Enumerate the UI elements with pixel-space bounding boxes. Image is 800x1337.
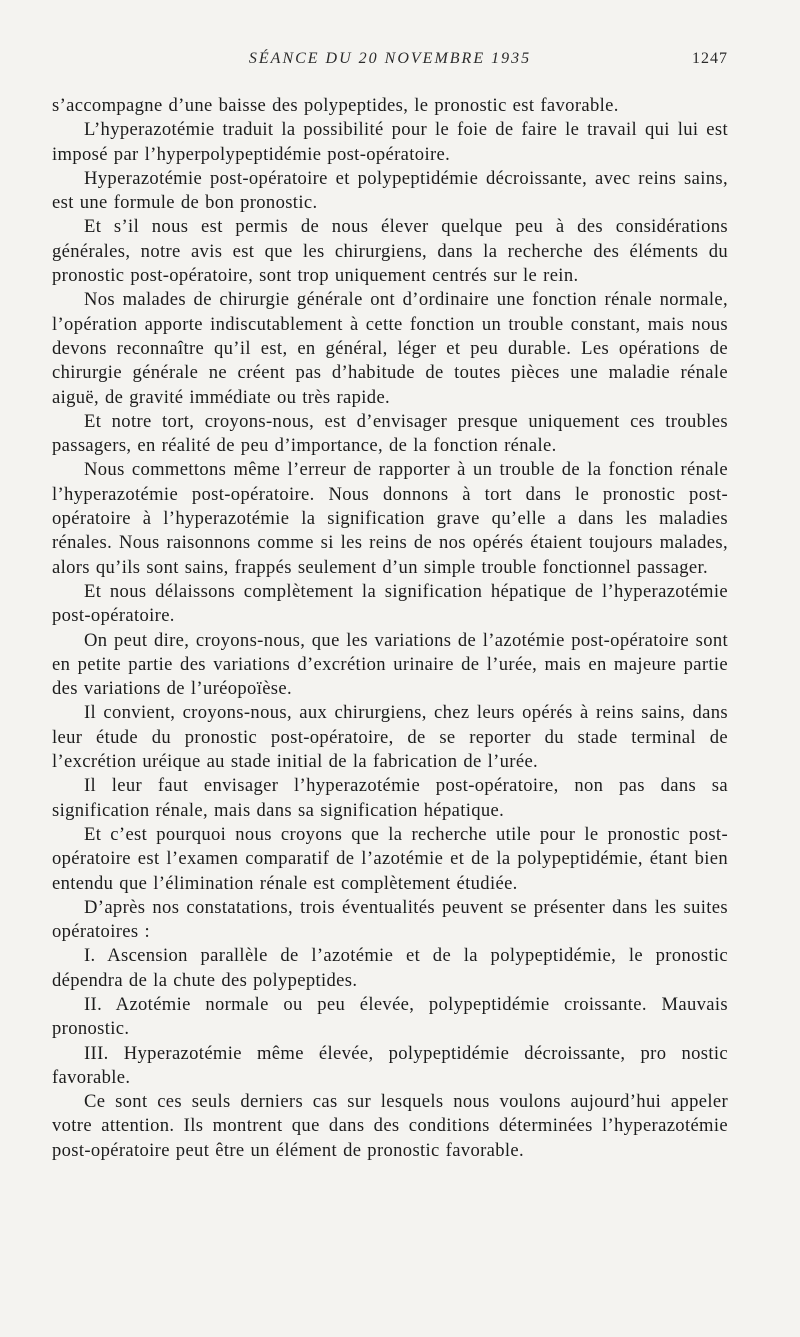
paragraph: Il convient, croyons-nous, aux chirurgiens, chez leurs opérés à reins sains, dans leur étude du pronostic post-opératoire, de se reporter du stade terminal de l’excrétion uréique au stade initial de la fabrication de l’urée.: [52, 702, 728, 773]
paragraph: Et notre tort, croyons-nous, est d’envisager presque uniquement ces troubles passagers, en réalité de peu d’importance, de la fonction rénale.: [52, 410, 728, 457]
running-title: SÉANCE DU 20 NOVEMBRE 1935: [248, 50, 532, 67]
paragraph: Et nous délaissons complètement la signification hépatique de l’hyperazotémie post-opératoire.: [52, 580, 728, 627]
paragraph: Nos malades de chirurgie générale ont d’ordinaire une fonction rénale normale, l’opération apporte indiscutablement à cette fonction un trouble constant, mais nous devons reconnaître qu’il est, en général, léger et peu durable. Les opérations de chirurgie générale ne créent pas d’habitude de toutes pièces une maladie rénale aiguë, de gravité immédiate ou très rapide.: [52, 289, 728, 408]
paragraph: Ce sont ces seuls derniers cas sur lesquels nous voulons aujourd’hui appeler votre attention. Ils montrent que dans des conditions déterminées l’hyperazotémie post-opératoire peut être un élément de pronostic favorable.: [52, 1091, 728, 1161]
paragraph: L’hyperazotémie traduit la possibilité pour le foie de faire le travail qui lui est imposé par l’hyperpolypeptidémie post-opératoire.: [52, 119, 728, 165]
body-text: [52, 94, 728, 1163]
paragraph: On peut dire, croyons-nous, que les variations de l’azotémie post-opératoire sont en petite partie des variations d’excrétion urinaire de l’urée, mais en majeure partie des variations de l’uréopoïèse.: [52, 629, 728, 700]
page-number: 1247: [692, 50, 728, 67]
list-item: II. Azotémie normale ou peu élevée, polypeptidémie croissante. Mauvais pronostic.: [52, 993, 728, 1040]
list-item: III. Hyperazotémie même élevée, polypeptidémie décroissante, pro nostic favorable.: [52, 1042, 728, 1088]
paragraph: Et c’est pourquoi nous croyons que la recherche utile pour le pronostic post-opératoire est l’examen comparatif de l’azotémie et de la polypeptidémie, étant bien entendu que l’élimination rénale est complètement étudiée.: [52, 823, 728, 894]
paragraph: Hyperazotémie post-opératoire et polypeptidémie décroissante, avec reins sains, est une formule de bon pronostic.: [52, 167, 728, 214]
paragraph: Et s’il nous est permis de nous élever quelque peu à des considérations générales, notre avis est que les chirurgiens, dans la recherche des éléments du pronostic post-opératoire, sont trop uniquement centrés sur le rein.: [52, 216, 728, 287]
paragraph: s’accompagne d’une baisse des polypeptides, le pronostic est favorable.: [52, 95, 619, 116]
paragraph: Nous commettons même l’erreur de rapporter à un trouble de la fonction rénale l’hyperazotémie post-opératoire. Nous donnons à tort dans le pronostic post-opératoire à l’hyperazotémie la signification grave qu’elle a dans les maladies rénales. Nous raisonnons comme si les reins de nos opérés étaient toujours malades, alors qu’ils sont sains, frappés seulement d’un simple trouble fonctionnel passager.: [52, 459, 728, 578]
running-head: [52, 50, 728, 74]
list-item: I. Ascension parallèle de l’azotémie et de la polypeptidémie, le pronostic dépendra de la chute des polypeptides.: [52, 945, 728, 991]
paragraph: D’après nos constatations, trois éventualités peuvent se présenter dans les suites opératoires :: [52, 896, 728, 943]
paragraph: Il leur faut envisager l’hyperazotémie post-opératoire, non pas dans sa signification rénale, mais dans sa signification hépatique.: [52, 775, 728, 821]
